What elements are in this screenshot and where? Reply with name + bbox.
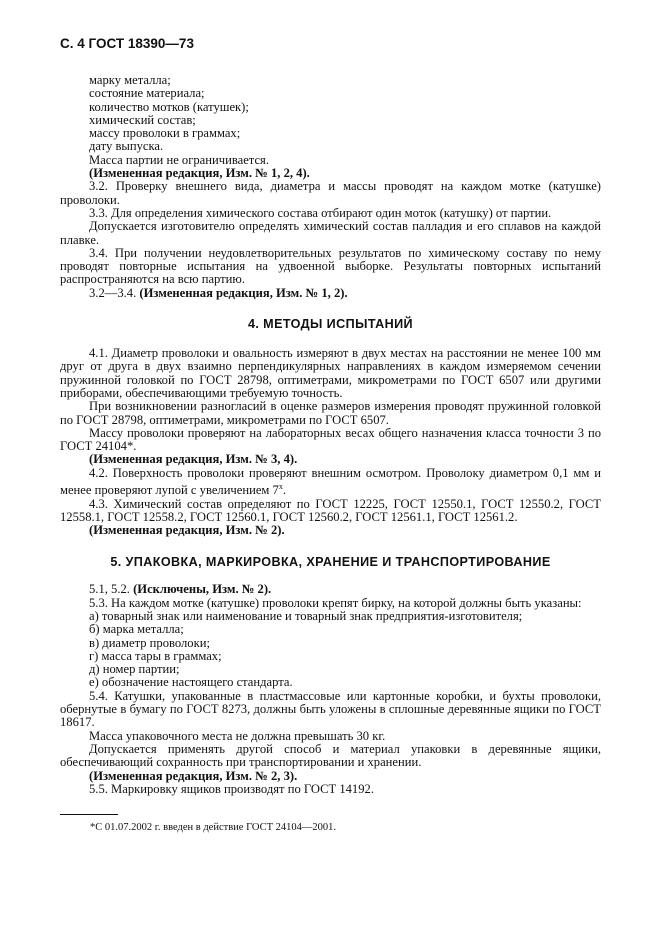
amendment-note: (Измененная редакция, Изм. № 1, 2, 4). <box>89 166 310 181</box>
clause-5-5: 5.5. Маркировку ящиков производят по ГОСТ 14192. <box>89 781 374 796</box>
paragraph: Допускается применять другой способ и материал упаковки в деревянные ящики, обеспечивающий сохранность при транспортировании и хранении. <box>60 741 601 770</box>
list-item: г) масса тары в граммах; <box>89 648 222 663</box>
list-item: д) номер партии; <box>89 662 180 677</box>
list-item: дату выпуска. <box>89 139 164 154</box>
amendment-note: (Измененная редакция, Изм. № 3, 4). <box>89 452 298 467</box>
superscript: x <box>278 482 283 492</box>
list-item: массу проволоки в граммах; <box>89 126 241 141</box>
paragraph: Массу проволоки проверяют на лабораторных весах общего назначения класса точности 3 по ГОСТ 24104*. <box>60 425 601 454</box>
paragraph: При возникновении разногласий в оценке размеров измерения проводят пружинной головкой по ГОСТ 28798, оптиметрами, микрометрами по ГОСТ 6507. <box>60 399 601 427</box>
amendment-line <box>60 583 601 596</box>
list-item: состояние материала; <box>89 86 205 101</box>
amendment-note: (Исключены, Изм. № 2). <box>133 582 272 597</box>
clause-3-2: 3.2. Проверку внешнего вида, диаметра и массы проводят на каждом мотке (катушке) проволоки. <box>60 179 601 207</box>
clause-text: 4.2. Поверхность проволоки проверяют внешним осмотром. Проволоку диаметром 0,1 мм и менее проверяют лупой с увеличением 7 <box>60 465 601 498</box>
amendment-line <box>60 287 601 300</box>
clause-5-3: 5.3. На каждом мотке (катушке) проволоки крепят бирку, на которой должны быть указаны: <box>89 595 582 610</box>
list-item: е) обозначение настоящего стандарта. <box>89 675 293 690</box>
list-item: химический состав; <box>89 112 196 127</box>
page-content <box>60 74 601 834</box>
amendment-note: (Измененная редакция, Изм. № 1, 2). <box>139 285 348 300</box>
paragraph: Масса упаковочного места не должна превышать 30 кг. <box>89 728 386 743</box>
clause-4-3: 4.3. Химический состав определяют по ГОСТ 12225, ГОСТ 12550.1, ГОСТ 12550.2, ГОСТ 12558.1, ГОСТ 12558.2, ГОСТ 12560.1, ГОСТ 12560.2, ГОСТ 12561.1, ГОСТ 12561.2. <box>60 496 601 524</box>
section-title-5: 5. УПАКОВКА, МАРКИРОВКА, ХРАНЕНИЕ И ТРАНСПОРТИРОВАНИЕ <box>110 555 551 570</box>
clause-5-4: 5.4. Катушки, упакованные в пластмассовые или картонные коробки, и бухты проволоки, обернутые в бумагу по ГОСТ 8273, должны быть уложены в сплошные деревянные ящики по ГОСТ 18617. <box>60 688 601 730</box>
footnote: *С 01.07.2002 г. введен в действие ГОСТ 24104—2001. <box>90 822 337 834</box>
paragraph: Масса партии не ограничивается. <box>89 152 269 167</box>
section-title-4: 4. МЕТОДЫ ИСПЫТАНИЙ <box>247 317 414 332</box>
list-item: марку металла; <box>89 73 171 87</box>
footnote-separator <box>60 814 118 815</box>
clause-3-3: 3.3. Для определения химического состава отбирают один моток (катушку) от партии. <box>89 205 552 220</box>
list-item: а) товарный знак или наименование и товарный знак предприятия-изготовителя; <box>89 608 523 623</box>
clause-number: 5.1, 5.2. <box>89 582 134 597</box>
clause-4-1: 4.1. Диаметр проволоки и овальность измеряют в двух местах на расстоянии не менее 100 мм друг от друга в двух взаимно перпендикулярных направлениях в каждом измеряемом сечении пружинной головкой по ГОСТ 28798, оптиметрами, микрометрами по ГОСТ 6507 или другими приборами, обеспечивающими требуемую точность. <box>60 346 601 400</box>
list-item: б) марка металла; <box>89 622 184 637</box>
list-item: количество мотков (катушек); <box>89 99 249 114</box>
clause-4-2 <box>60 467 601 498</box>
clause-3-4: 3.4. При получении неудовлетворительных результатов по химическому составу по нему проводят повторные испытания на удвоенной выборке. Результаты повторных испытаний распространяются на всю партию. <box>60 245 601 287</box>
clause-end: . <box>282 483 286 498</box>
clause-number: 3.2—3.4. <box>89 285 140 300</box>
amendment-note: (Измененная редакция, Изм. № 2). <box>89 523 285 538</box>
page-header: С. 4 ГОСТ 18390—73 <box>60 36 194 51</box>
amendment-note: (Измененная редакция, Изм. № 2, 3). <box>89 768 298 783</box>
paragraph: Допускается изготовителю определять химический состав палладия и его сплавов на каждой плавке. <box>60 219 601 247</box>
list-item: в) диаметр проволоки; <box>89 635 210 650</box>
